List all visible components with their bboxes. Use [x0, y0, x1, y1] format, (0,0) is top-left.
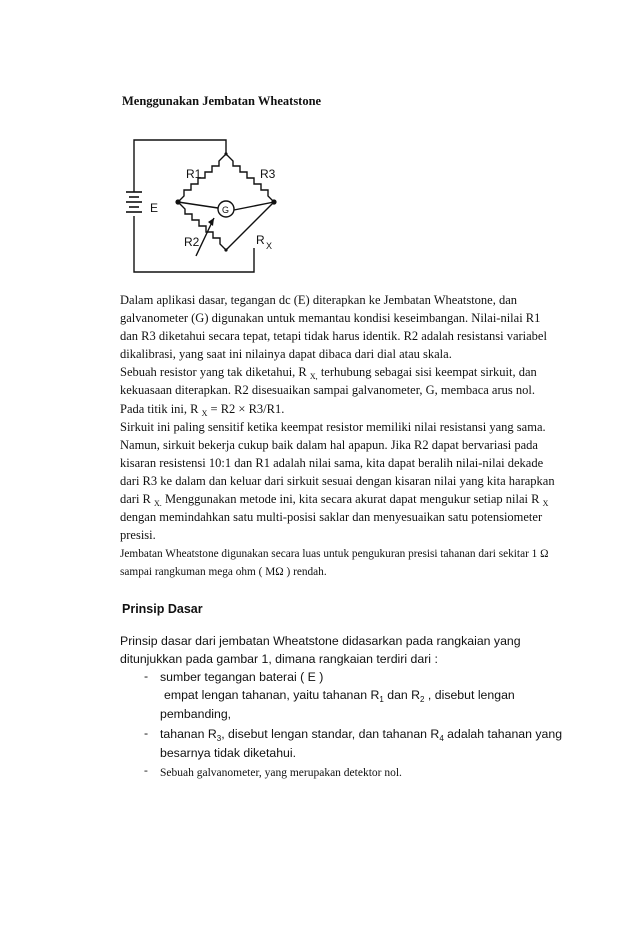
list-item: - tahanan $R_3$, disebut lengan standar, dan tahanan $R_4$ adalah tahanan yang besarnya tidak diketahui.	[144, 725, 563, 761]
list-item: empat lengan tahanan, yaitu tahanan $R_1$ dan $R_2$ , disebut lengan pembanding,	[160, 687, 515, 722]
label-r3: R3	[260, 167, 276, 181]
wheatstone-bridge-diagram	[118, 130, 298, 280]
label-rx-sub: X	[266, 241, 273, 251]
intro-paragraph: Prinsip dasar dari jembatan Wheatstone didasarkan pada rangkaian yang ditunjukkan pada gambar 1, dimana rangkaian terdiri dari :	[120, 634, 521, 666]
list-item: - Sebuah galvanometer, yang merupakan detektor nol.	[144, 764, 402, 779]
section-heading: Prinsip Dasar	[122, 602, 203, 616]
paragraph-sentence: Sebuah resistor yang tak diketahui, R $_{X,}$ terhubung sebagai sisi keempat sirkuit, dan kekuasaan diterapkan. R2 disesuaikan sampai galvanometer, G, membaca arus nol. Pada titik ini, R $_X$ = R2 × R3/R1.	[120, 365, 537, 418]
page-title: Menggunakan Jembatan Wheatstone	[122, 94, 322, 108]
paragraph-sentence: Sirkuit ini paling sensitif ketika keempat resistor memiliki nilai resistansi yang sama. Namun, sirkuit bekerja cukup baik dalam hal apapun. Jika R2 dapat bervariasi pada kisaran resistensi 10:1 dan R1 adalah nilai sama, kita dapat beralih nilai-nilai dekade dari R3 ke dalam dan keluar dari sirkuit sesuai dengan kisaran nilai yang kita harapkan dari R $_{X.}$ Menggunakan metode ini, kita secara akurat dapat mengukur setiap nilai R $_X$ dengan memindahkan satu multi-posisi saklar dan menyesuaikan satu potensiometer presisi.	[120, 419, 555, 543]
label-g: G	[222, 205, 230, 215]
component-list	[120, 669, 580, 783]
label-r1: R1	[186, 167, 202, 181]
label-e: E	[150, 201, 159, 215]
body-paragraph	[120, 291, 560, 544]
label-r2: R2	[184, 235, 200, 249]
list-item: - sumber tegangan baterai ( E )	[144, 669, 324, 684]
label-rx: R	[256, 233, 265, 247]
secondary-paragraph: Jembatan Wheatstone digunakan secara luas untuk pengukuran presisi tahanan dari sekitar 1 Ω sampai rangkuman mega ohm ( MΩ ) rendah.	[120, 548, 549, 578]
paragraph-sentence: Dalam aplikasi dasar, tegangan dc (E) diterapkan ke Jembatan Wheatstone, dan galvanometer (G) digunakan untuk memantau kondisi keseimbangan. Nilai-nilai R1 dan R3 diketahui secara tepat, tetapi tidak harus identik. R2 adalah resistansi variabel dikalibrasi, yang saat ini nilainya dapat dibaca dari dial atau skala.	[120, 293, 547, 362]
